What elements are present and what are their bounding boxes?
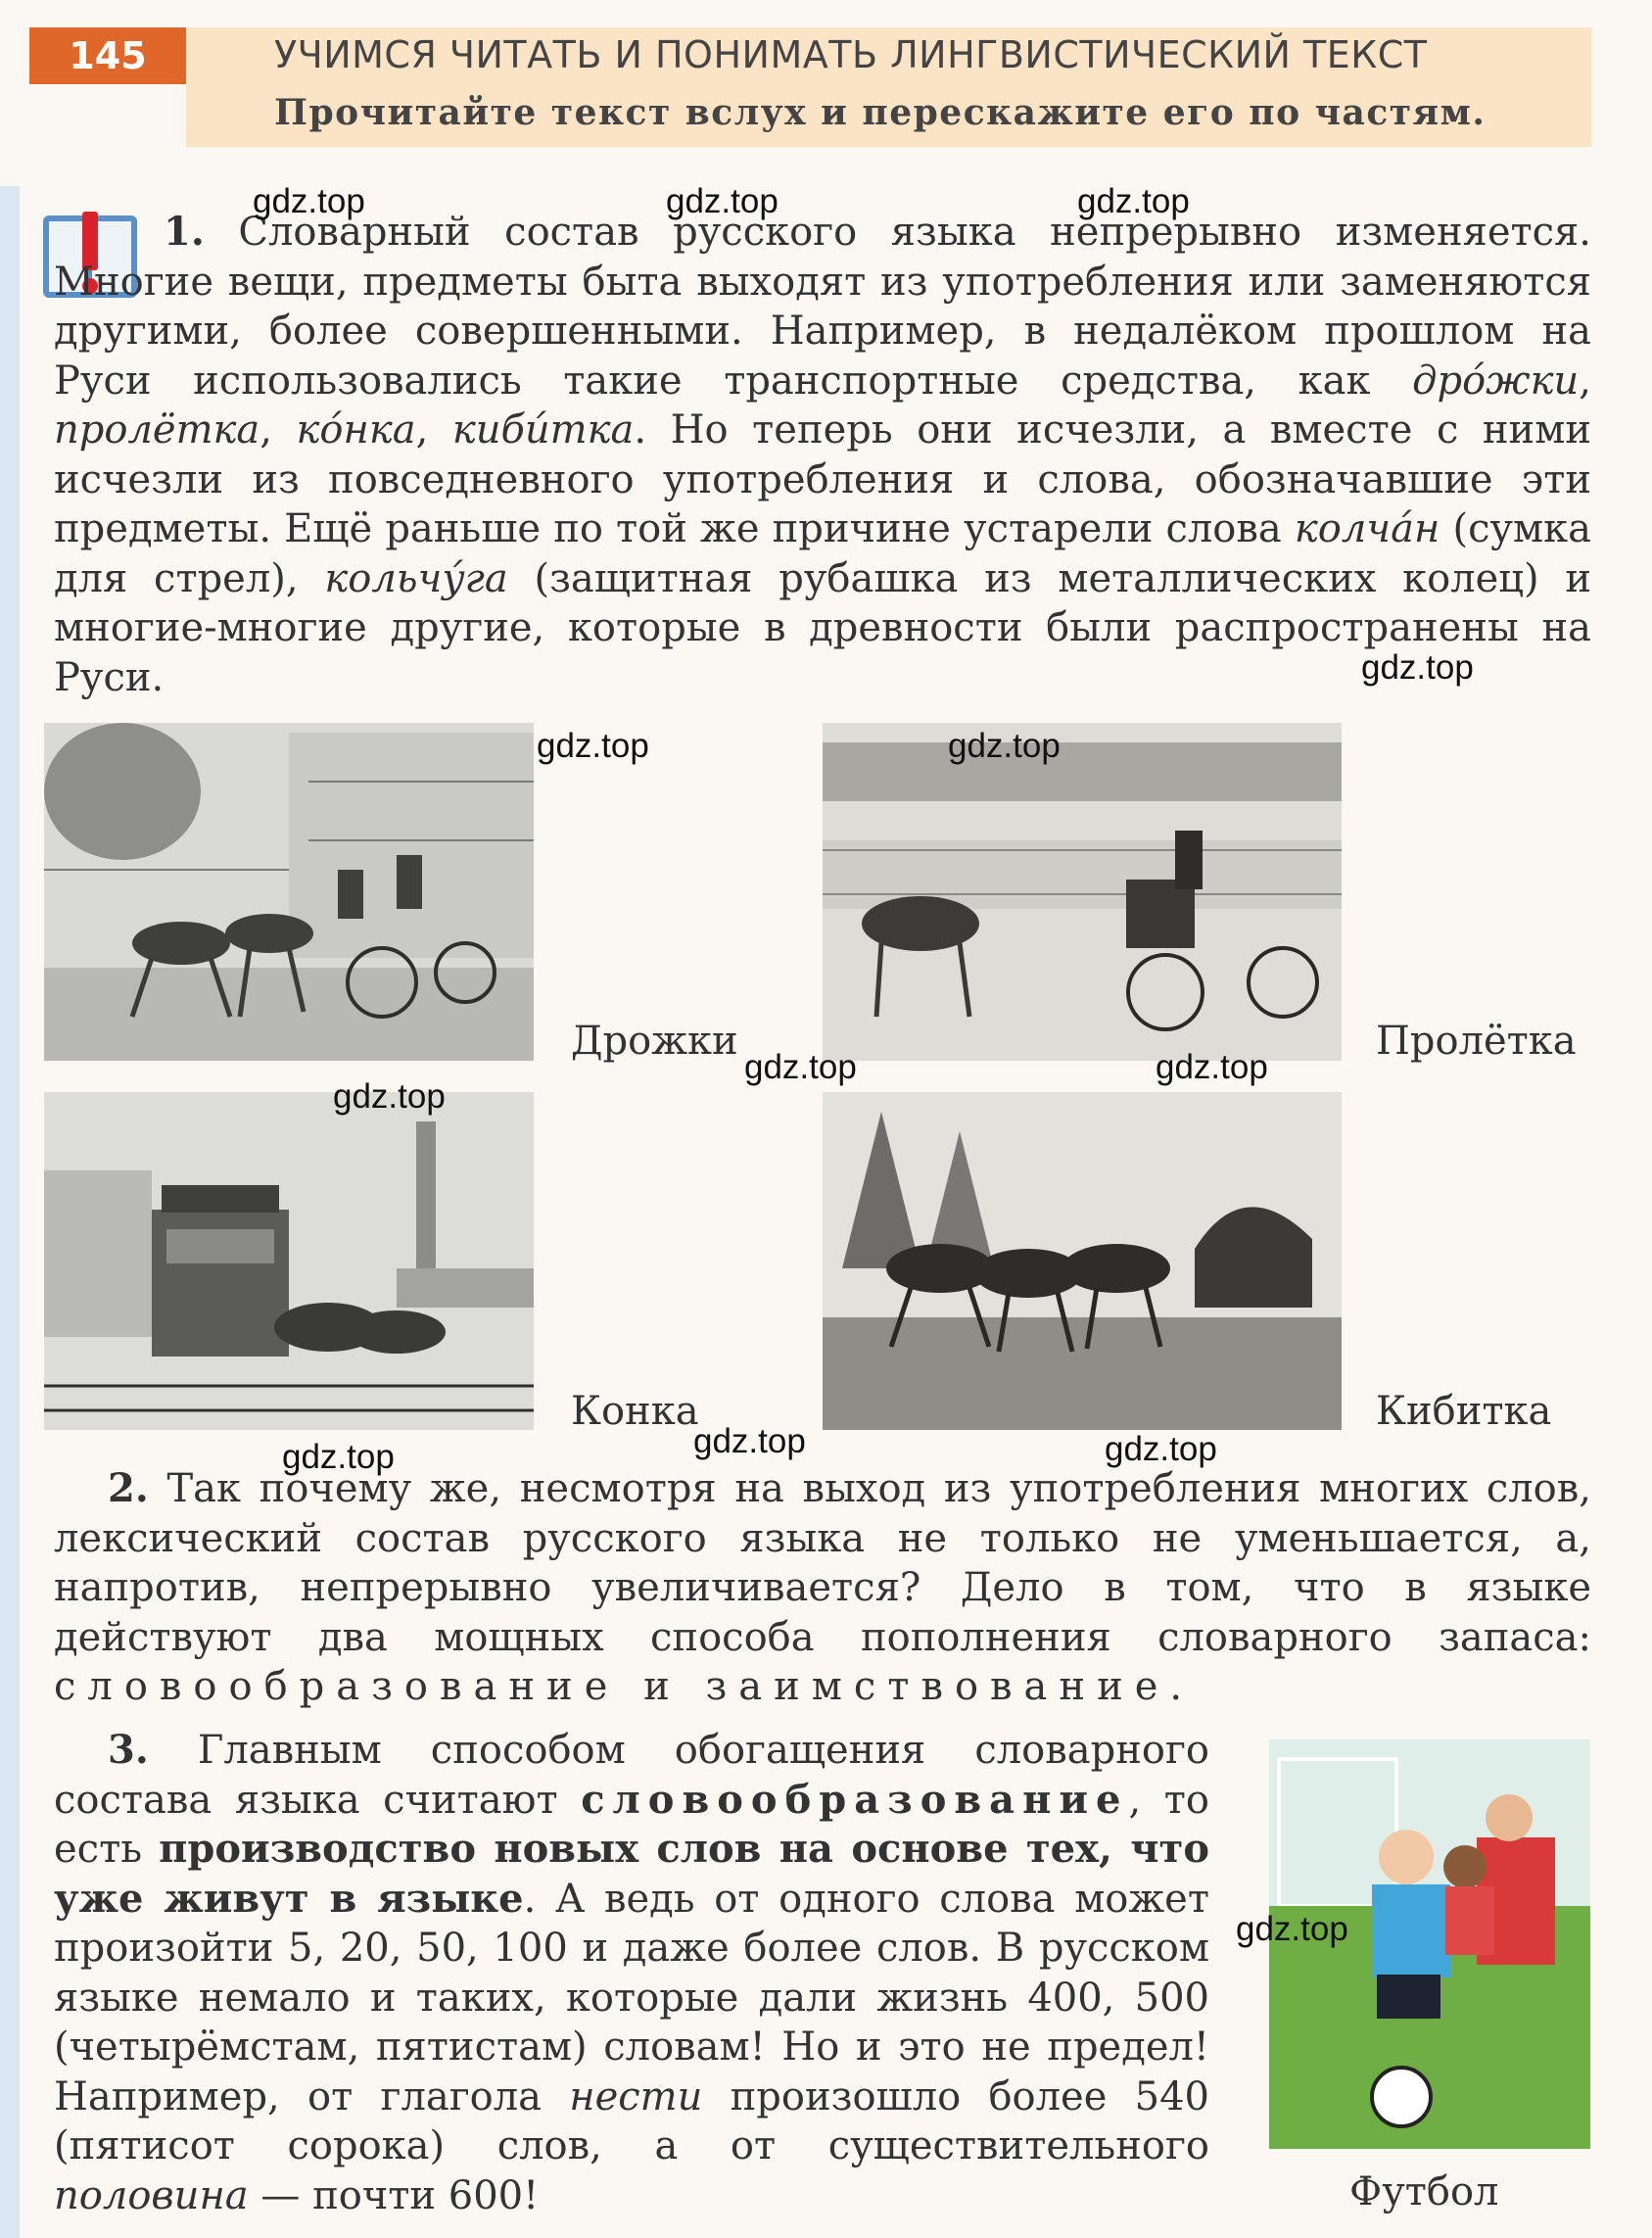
- paragraph-3: 3. Главным способом обогащения словарного состава языка считают словообразование, то есть производство новых слов на основе тех, что уже живут в языке. А ведь от одного слова может произойти 5, 20, 50, 100 и даже более слов. В русском языке немало и таких, которые дали жизнь 400, 500 (четырёмстам, пятистам) словам! Но и это не предел! Например, от глагола нести произошло более 540 (пятисот сорока) слов, а от существительного половина — почти 600!: [54, 1727, 1210, 2218]
- watermark: gdz.top: [666, 182, 779, 220]
- watermark: gdz.top: [744, 1048, 857, 1086]
- proletka-illustration: [823, 723, 1342, 1061]
- konka-caption: Конка: [571, 1389, 699, 1434]
- watermark: gdz.top: [948, 727, 1061, 765]
- kibitka-illustration: [823, 1092, 1342, 1430]
- watermark: gdz.top: [282, 1438, 395, 1476]
- watermark: gdz.top: [333, 1077, 446, 1116]
- task-instruction: Прочитайте текст вслух и перескажите его по частям.: [274, 92, 1487, 133]
- paragraph-1: 1. Словарный состав русского языка непрерывно изменяется. Многие вещи, предметы быта выходят из употребления или заменяются другими, более совершенными. Например, в недалёком прошлом на Руси использовались такие транспортные средства, как дро́жки, пролётка, ко́нка, киби́тка. Но теперь они исчезли, а вместе с ними исчезли из повседневного употребления и слова, обозначавшие эти предметы. Ещё раньше по той же причине устарели слова колча́н (сумка для стрел), кольчу́га (защитная рубашка из металлических колец) и многие-многие другие, которые в древности были распространены на Руси.: [54, 209, 1591, 700]
- watermark: gdz.top: [1236, 1910, 1348, 1948]
- section-title: УЧИМСЯ ЧИТАТЬ И ПОНИМАТЬ ЛИНГВИСТИЧЕСКИЙ ТЕКСТ: [274, 33, 1428, 76]
- watermark: gdz.top: [1105, 1430, 1217, 1468]
- watermark: gdz.top: [693, 1422, 806, 1460]
- margin-rule: [0, 186, 20, 2238]
- droshky-caption: Дрожки: [571, 1019, 738, 1064]
- watermark: gdz.top: [253, 182, 365, 220]
- watermark: gdz.top: [1156, 1048, 1268, 1086]
- football-caption: Футбол: [1349, 2169, 1499, 2214]
- watermark: gdz.top: [1077, 182, 1190, 220]
- proletka-caption: Пролётка: [1376, 1019, 1577, 1064]
- kibitka-caption: Кибитка: [1376, 1389, 1552, 1434]
- droshky-illustration: [44, 723, 534, 1061]
- page-number: 145: [29, 27, 186, 84]
- paragraph-2: 2. Так почему же, несмотря на выход из употребления многих слов, лексический состав русского языка не только не уменьшается, а, напротив, непрерывно увеличивается? Дело в том, что в языке действуют два мощных способа пополнения словарного запаса: словообразование и заимствование.: [54, 1465, 1591, 1709]
- watermark: gdz.top: [1361, 648, 1474, 687]
- watermark: gdz.top: [537, 727, 649, 765]
- konka-illustration: [44, 1092, 534, 1430]
